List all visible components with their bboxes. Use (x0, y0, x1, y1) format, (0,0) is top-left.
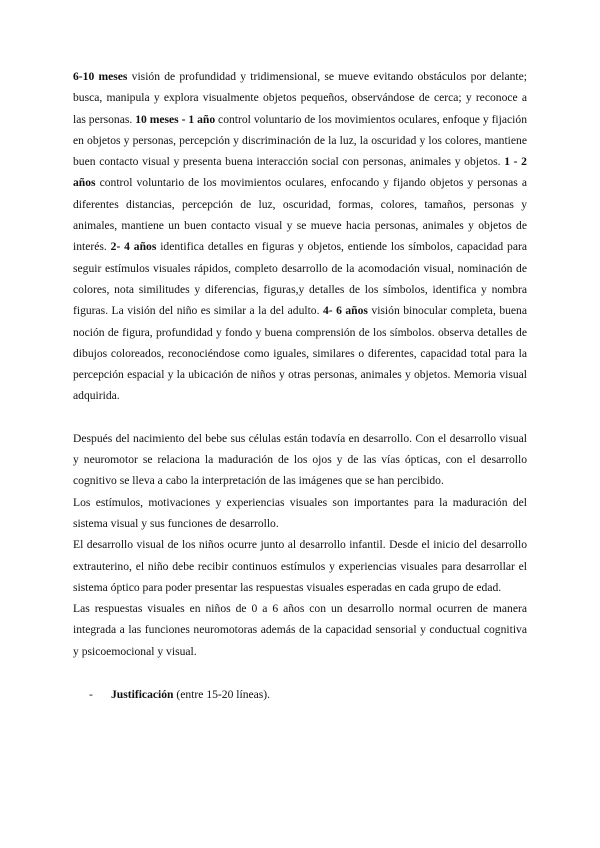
document-page (73, 66, 527, 705)
justification-bullet (73, 684, 527, 705)
paragraph-gap (73, 407, 527, 428)
visual-responses-paragraph: Las respuestas visuales en niños de 0 a 6 años con un desarrollo normal ocurren de manera integrada a las funciones neuromotoras además de la capacidad sensorial y conductual cognitiva y psicoemocional y visual. (73, 602, 527, 658)
stage-label-10-meses-1-ano: 10 meses - 1 año (135, 112, 216, 126)
stimuli-paragraph: Los estímulos, motivaciones y experiencias visuales son importantes para la maduración del sistema visual y sus funciones de desarrollo. (73, 495, 527, 530)
bullet-content (111, 684, 270, 705)
birth-development-paragraph: Después del nacimiento del bebe sus células están todavía en desarrollo. Con el desarrollo visual y neuromotor se relaciona la maduración de los ojos y de las vías ópticas, con el desarrollo cognitivo se lleva a cabo la interpretación de las imágenes que se han percibido. (73, 431, 527, 488)
bullet-text: (entre 15-20 líneas). (173, 688, 271, 702)
bullet-marker: - (89, 688, 93, 702)
stage-label-1-2-anos: 1 - 2 años (73, 155, 527, 190)
stage-label-4-6-anos: 4- 6 años (322, 304, 368, 318)
visual-development-paragraph: El desarrollo visual de los niños ocurre junto al desarrollo infantil. Desde el inicio del desarrollo extrauterino, el niño debe recibir continuos estímulos y experiencias visuales para desarrollar el sistema óptico para poder presentar las respuestas visuales esperadas en cada grupo de edad. (73, 538, 527, 594)
stage-text-2-4-anos: identifica detalles en figuras y objetos, entiende los símbolos, capacidad para seguir estímulos visuales rápidos, completo desarrollo de la acomodación visual, nominación de colores, nota similitudes y diferencias, figuras,y detalles de los símbolos, identifica y nombra figuras. La visión del niño es similar a la del adulto. (73, 240, 528, 318)
stage-label-2-4-anos: 2- 4 años (110, 240, 157, 254)
stage-text-10-meses-1-ano: control voluntario de los movimientos oculares, enfoque y fijación en objetos y personas, percepción y discriminación de la luz, la oscuridad y los colores, mantiene buen contacto visual y presenta buena interacción social con personas, animales y objetos. (73, 112, 527, 169)
stage-label-6-10-meses: 6-10 meses (73, 70, 128, 83)
stage-text-6-10-meses: visión de profundidad y tridimensional, se mueve evitando obstáculos por delante; busca, manipula y explora visualmente objetos pequeños, observándose de cerca; y reconoce a las personas. (73, 70, 528, 126)
bullet-label: Justificación (111, 688, 174, 702)
stage-text-4-6-anos: visión binocular completa, buena noción de figura, profundidad y fondo y buena comprensión de los símbolos. observa detalles de dibujos coloreados, reconociéndose como iguales, similares o diferentes, capacidad total para la percepción espacial y la ubicación de niños y otras personas, animales y objetos. Memoria visual adquirida. (73, 304, 527, 403)
stage-text-1-2-anos: control voluntario de los movimientos oculares, enfocando y fijando objetos y personas a diferentes distancias, percepción de luz, oscuridad, formas, colores, tamaños, personas y animales, mantiene un buen contacto visual y se mueve hacia personas, animales y objetos de interés. (73, 176, 527, 254)
age-stages-paragraph (73, 66, 527, 407)
